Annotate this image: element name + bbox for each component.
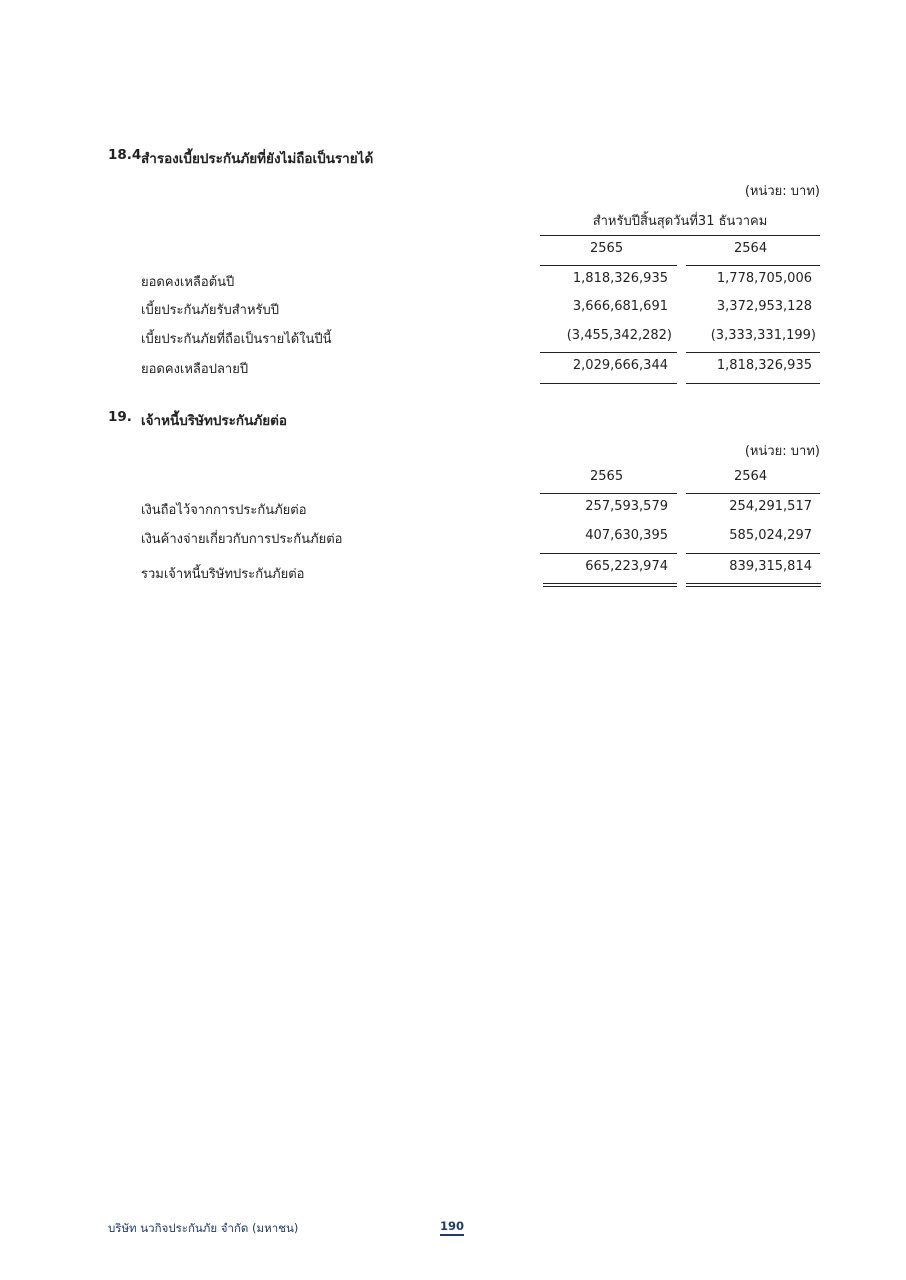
page-number: 190: [440, 1219, 464, 1236]
row-value-2565: 1,818,326,935: [572, 271, 668, 286]
col-2564-header: 2564: [734, 469, 768, 484]
subtotal-underline-2565: [540, 553, 677, 554]
unit-label-19: (หน่วย: บาท): [744, 444, 820, 459]
row-value-2565: 665,223,974: [585, 559, 668, 574]
period-header: สำหรับปีสิ้นสุดวันที่31 ธันวาคม: [592, 214, 768, 229]
unit-label-18-4: (หน่วย: บาท): [744, 184, 820, 199]
row-value-2565: 407,630,395: [585, 528, 668, 543]
col-2565-underline: [540, 265, 677, 266]
period-underline: [540, 235, 820, 236]
row-value-2565: (3,455,342,282): [566, 328, 672, 343]
col-2565-header: 2565: [590, 469, 624, 484]
row-label: เงินค้างจ่ายเกี่ยวกับการประกันภัยต่อ: [141, 532, 343, 547]
row-label: เบี้ยประกันภัยที่ถือเป็นรายได้ในปีนี้: [141, 332, 332, 347]
row-value-2564: 1,778,705,006: [716, 271, 812, 286]
subtotal-underline-2565: [540, 352, 677, 353]
col-2565-underline: [540, 493, 677, 494]
row-value-2564: 585,024,297: [729, 528, 812, 543]
row-label: ยอดคงเหลือต้นปี: [141, 275, 235, 290]
subtotal-underline-2564: [686, 553, 820, 554]
col-2564-underline: [686, 265, 820, 266]
section-18-4-title: สำรองเบี้ยประกันภัยที่ยังไม่ถือเป็นรายได้: [141, 151, 374, 167]
row-label: เงินถือไว้จากการประกันภัยต่อ: [141, 503, 307, 518]
row-value-2564: 839,315,814: [729, 559, 812, 574]
section-19-number: 19.: [108, 409, 132, 425]
total-double-underline-2565: [543, 583, 677, 587]
section-18-4-number: 18.4: [108, 147, 142, 163]
col-2564-header: 2564: [734, 241, 768, 256]
row-label: รวมเจ้าหนี้บริษัทประกันภัยต่อ: [141, 567, 305, 582]
row-value-2564: 1,818,326,935: [716, 358, 812, 373]
subtotal-underline-2564: [686, 352, 820, 353]
row-value-2564: 3,372,953,128: [716, 299, 812, 314]
row-label: ยอดคงเหลือปลายปี: [141, 362, 249, 377]
row-value-2565: 2,029,666,344: [572, 358, 668, 373]
row-label: เบี้ยประกันภัยรับสำหรับปี: [141, 303, 279, 318]
col-2565-header: 2565: [590, 241, 624, 256]
row-value-2565: 3,666,681,691: [572, 299, 668, 314]
total-double-underline-2564: [686, 583, 821, 587]
row-value-2564: (3,333,331,199): [710, 328, 816, 343]
section-19-title: เจ้าหนี้บริษัทประกันภัยต่อ: [141, 413, 288, 429]
col-2564-underline: [686, 493, 820, 494]
footer-company-name: บริษัท นวกิจประกันภัย จำกัด (มหาชน): [108, 1221, 299, 1235]
total-underline-2564: [686, 383, 820, 384]
row-value-2565: 257,593,579: [585, 499, 668, 514]
total-underline-2565: [540, 383, 677, 384]
row-value-2564: 254,291,517: [729, 499, 812, 514]
